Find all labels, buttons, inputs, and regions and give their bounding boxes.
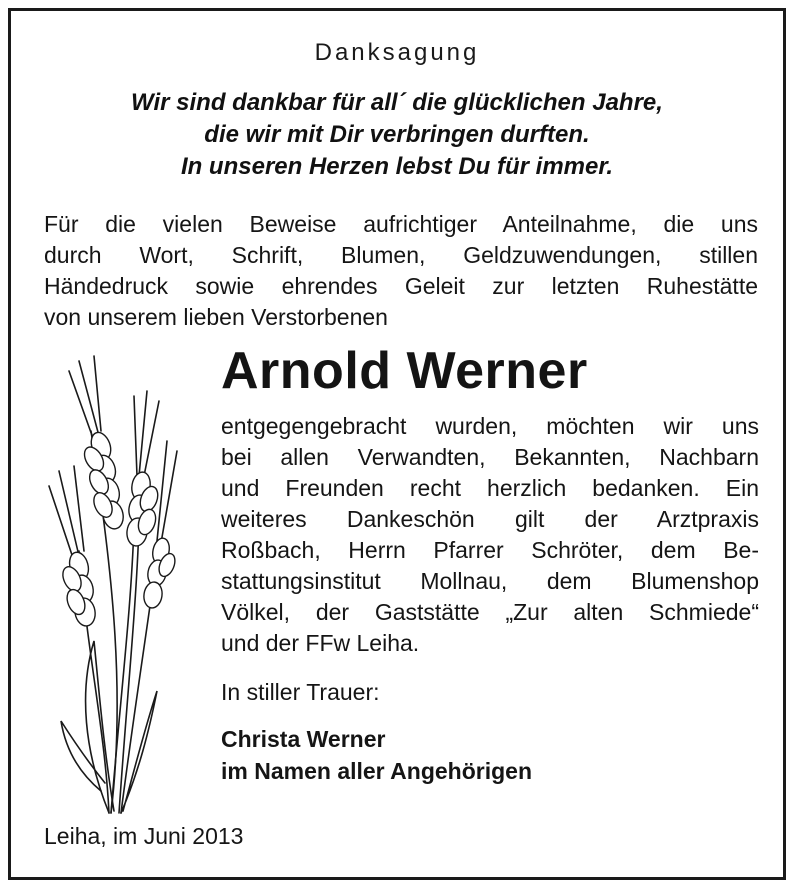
notice-heading: Danksagung xyxy=(314,39,480,66)
signature-name: Christa Werner xyxy=(221,726,386,752)
intro-line: durch Wort, Schrift, Blumen, Geldzuwendungen, stillen xyxy=(44,242,758,268)
signature xyxy=(221,723,532,787)
wheat-ears-icon xyxy=(39,351,179,821)
thanks-line: stattungsinstitut Mollnau, dem Blumenshop xyxy=(221,568,759,594)
motto-line: In unseren Herzen lebst Du für immer. xyxy=(180,153,614,180)
thanks-line: Völkel, der Gaststätte „Zur alten Schmiede“ xyxy=(221,599,759,625)
thanks-line: und Freunden recht herzlich bedanken. Ein xyxy=(221,475,759,501)
motto-line: Wir sind dankbar für all´ die glücklichen Jahre, xyxy=(131,89,663,116)
place-date: Leiha, im Juni 2013 xyxy=(44,823,244,849)
mourning-line: In stiller Trauer: xyxy=(221,679,380,705)
thanks-line: weiteres Dankeschön gilt der Arztpraxis xyxy=(221,506,759,532)
thanks-line: entgegengebracht wurden, möchten wir uns xyxy=(221,413,759,439)
motto xyxy=(11,87,783,183)
deceased-name: Arnold Werner xyxy=(221,342,588,400)
obituary-notice xyxy=(8,8,786,880)
intro-line: Händedruck sowie ehrendes Geleit zur letzten Ruhestätte xyxy=(44,273,758,299)
thanks-line: bei allen Verwandten, Bekannten, Nachbarn xyxy=(221,444,759,470)
thanks-line: und der FFw Leiha. xyxy=(221,630,420,656)
motto-line: die wir mit Dir verbringen durften. xyxy=(204,121,590,148)
intro-line: Für die vielen Beweise aufrichtiger Anteilnahme, die uns xyxy=(44,211,758,237)
signature-subtitle: im Namen aller Angehörigen xyxy=(221,758,532,784)
intro-line: von unserem lieben Verstorbenen xyxy=(44,304,388,330)
thanks-paragraph xyxy=(221,411,759,659)
intro-paragraph xyxy=(44,209,758,333)
thanks-line: Roßbach, Herrn Pfarrer Schröter, dem Be- xyxy=(221,537,759,563)
